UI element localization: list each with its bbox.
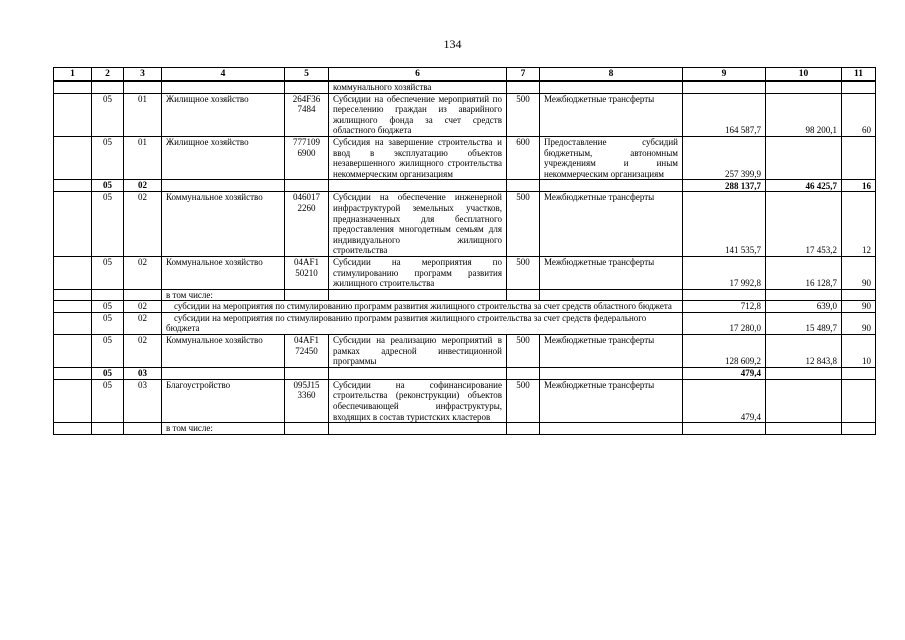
executed-amount: 46 425,7 <box>766 180 842 192</box>
section-code: 05 <box>92 93 124 136</box>
executed-amount: 17 453,2 <box>766 192 842 257</box>
expense-type-name: Межбюджетные трансферты <box>540 192 683 257</box>
planned-amount: 141 535,7 <box>683 192 766 257</box>
section-code: 05 <box>92 192 124 257</box>
table-row <box>54 93 876 136</box>
execution-percent: 90 <box>842 312 876 334</box>
planned-amount: 17 992,8 <box>683 256 766 289</box>
table-row <box>54 256 876 289</box>
target-code: 777109 6900 <box>285 136 329 179</box>
subitem-description <box>162 301 683 313</box>
planned-amount: 128 609,2 <box>683 335 766 368</box>
subsection-code: 01 <box>124 136 162 179</box>
header-cell: 7 <box>507 68 540 82</box>
subtotal-row <box>54 367 876 379</box>
header-cell: 6 <box>329 68 507 82</box>
section-code: 05 <box>92 367 124 379</box>
table-row <box>54 81 876 93</box>
executed-amount: 12 843,8 <box>766 335 842 368</box>
planned-amount: 164 587,7 <box>683 93 766 136</box>
header-cell: 5 <box>285 68 329 82</box>
subsection-code: 02 <box>124 301 162 313</box>
target-code: 04AF1 50210 <box>285 256 329 289</box>
budget-table <box>53 67 876 435</box>
target-code: 095J15 3360 <box>285 379 329 422</box>
subsection-code: 01 <box>124 93 162 136</box>
section-code: 05 <box>92 180 124 192</box>
table-row <box>54 136 876 179</box>
subsection-code: 02 <box>124 312 162 334</box>
header-row <box>54 68 876 82</box>
description-cell: Субсидии на софинансирование строительства (реконструкции) объектов обеспечивающей инфраструктуры, входящих в состав туристских кластеров <box>329 379 507 422</box>
expense-type-name: Межбюджетные трансферты <box>540 335 683 368</box>
subitem-text: субсидии на мероприятия по стимулированию программ развития жилищного строительства за счет средств федерального бюджета <box>166 312 647 334</box>
subsection-name: Жилищное хозяйство <box>162 93 285 136</box>
subsection-code: 02 <box>124 256 162 289</box>
subsection-code: 02 <box>124 180 162 192</box>
execution-percent: 10 <box>842 335 876 368</box>
executed-amount: 16 128,7 <box>766 256 842 289</box>
header-cell: 9 <box>683 68 766 82</box>
table-row <box>54 423 876 435</box>
execution-percent: 16 <box>842 180 876 192</box>
planned-amount: 17 280,0 <box>683 312 766 334</box>
execution-percent <box>842 367 876 379</box>
expense-type-code: 600 <box>507 136 540 179</box>
execution-percent: 90 <box>842 301 876 313</box>
executed-amount: 15 489,7 <box>766 312 842 334</box>
target-code: 04AF1 72450 <box>285 335 329 368</box>
expense-type-code: 500 <box>507 256 540 289</box>
table-row <box>54 312 876 334</box>
planned-amount: 479,4 <box>683 379 766 422</box>
description-cell: коммунального хозяйства <box>329 81 507 93</box>
executed-amount <box>766 379 842 422</box>
header-cell: 8 <box>540 68 683 82</box>
execution-percent <box>842 136 876 179</box>
execution-percent: 60 <box>842 93 876 136</box>
table-row <box>54 379 876 422</box>
expense-type-code: 500 <box>507 379 540 422</box>
table-row <box>54 335 876 368</box>
section-code: 05 <box>92 335 124 368</box>
execution-percent: 90 <box>842 256 876 289</box>
header-cell: 10 <box>766 68 842 82</box>
header-cell: 4 <box>162 68 285 82</box>
subsection-name: Коммунальное хозяйство <box>162 192 285 257</box>
subsection-code: 02 <box>124 335 162 368</box>
header-cell: 11 <box>842 68 876 82</box>
subsection-code: 03 <box>124 379 162 422</box>
description-cell: Субсидии на обеспечение мероприятий по переселению граждан из аварийного жилищного фонда за счет средств областного бюджета <box>329 93 507 136</box>
subsection-name: Коммунальное хозяйство <box>162 335 285 368</box>
executed-amount <box>766 367 842 379</box>
subsection-name: Благоустройство <box>162 379 285 422</box>
planned-amount: 288 137,7 <box>683 180 766 192</box>
planned-amount: 712,8 <box>683 301 766 313</box>
including-label: в том числе: <box>162 423 285 435</box>
section-code: 05 <box>92 136 124 179</box>
executed-amount: 98 200,1 <box>766 93 842 136</box>
subtotal-row <box>54 180 876 192</box>
description-cell: Субсидии на обеспечение инженерной инфраструктурой земельных участков, предназначенных для бесплатного предоставления многодетным семьям для индивидуального жилищного строительства <box>329 192 507 257</box>
expense-type-name: Межбюджетные трансферты <box>540 256 683 289</box>
expense-type-code: 500 <box>507 93 540 136</box>
expense-type-code: 500 <box>507 335 540 368</box>
description-cell: Субсидии на мероприятия по стимулированию программ развития жилищного строительства <box>329 256 507 289</box>
subitem-text: субсидии на мероприятия по стимулированию программ развития жилищного строительства за счет средств областного бюджета <box>174 301 672 312</box>
subitem-description <box>162 312 683 334</box>
section-code: 05 <box>92 256 124 289</box>
planned-amount: 257 399,9 <box>683 136 766 179</box>
planned-amount: 479,4 <box>683 367 766 379</box>
header-cell: 3 <box>124 68 162 82</box>
section-code: 05 <box>92 312 124 334</box>
subsection-code: 02 <box>124 192 162 257</box>
table-row <box>54 301 876 313</box>
page-number: 134 <box>443 37 462 51</box>
including-label: в том числе: <box>162 289 285 301</box>
expense-type-name: Межбюджетные трансферты <box>540 93 683 136</box>
execution-percent <box>842 379 876 422</box>
expense-type-name: Предоставление субсидий бюджетным, автономным учреждениям и иным некоммерческим организациям <box>540 136 683 179</box>
section-code: 05 <box>92 301 124 313</box>
execution-percent: 12 <box>842 192 876 257</box>
table-row <box>54 289 876 301</box>
executed-amount <box>766 136 842 179</box>
subsection-code: 03 <box>124 367 162 379</box>
target-code: 046017 2260 <box>285 192 329 257</box>
header-cell: 2 <box>92 68 124 82</box>
subsection-name: Жилищное хозяйство <box>162 136 285 179</box>
executed-amount: 639,0 <box>766 301 842 313</box>
target-code: 264F36 7484 <box>285 93 329 136</box>
table-row <box>54 192 876 257</box>
description-cell: Субсидия на завершение строительства и ввод в эксплуатацию объектов незавершенного жилищного строительства некоммерческим организациям <box>329 136 507 179</box>
description-cell: Субсидии на реализацию мероприятий в рамках адресной инвестиционной программы <box>329 335 507 368</box>
expense-type-code: 500 <box>507 192 540 257</box>
expense-type-name: Межбюджетные трансферты <box>540 379 683 422</box>
section-code: 05 <box>92 379 124 422</box>
subsection-name: Коммунальное хозяйство <box>162 256 285 289</box>
header-cell: 1 <box>54 68 92 82</box>
